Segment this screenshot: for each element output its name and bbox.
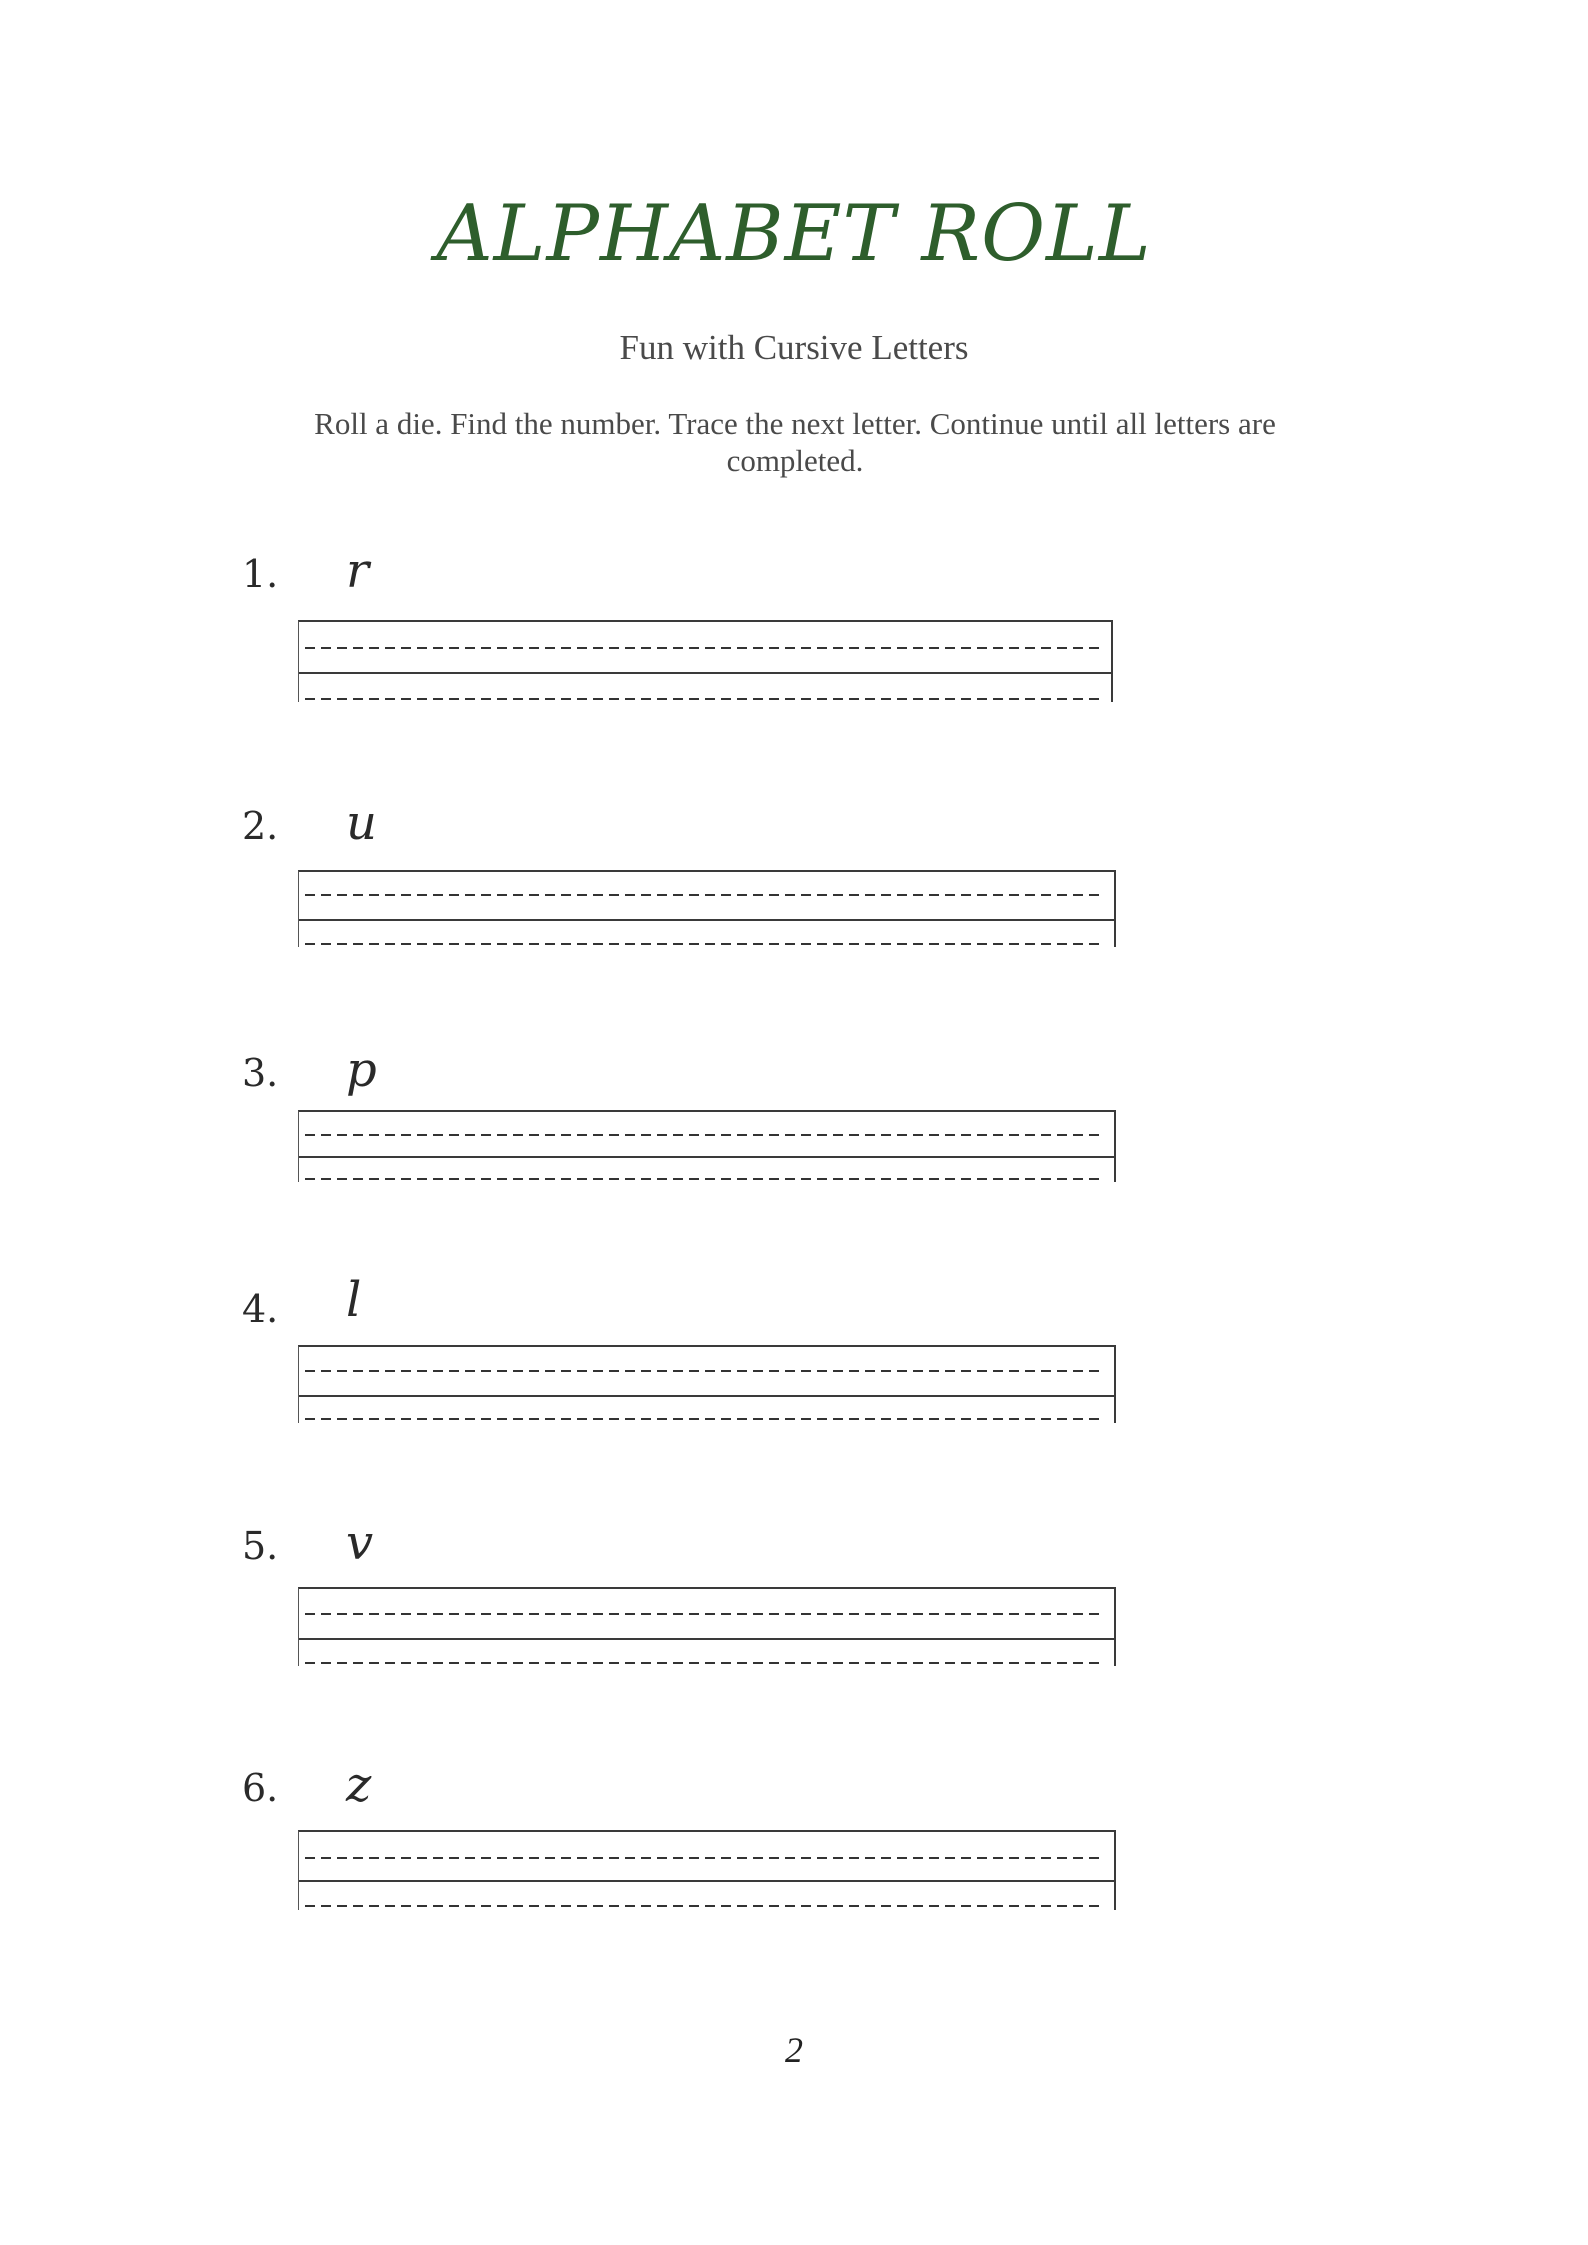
tracing-lines-5[interactable] bbox=[298, 1587, 1116, 1666]
baseline bbox=[299, 1880, 1114, 1882]
dashed-descender-line bbox=[305, 698, 1101, 700]
item-number: 1. bbox=[242, 552, 279, 596]
baseline bbox=[299, 672, 1111, 674]
item-number: 2. bbox=[242, 804, 279, 848]
item-letter: u bbox=[346, 795, 377, 851]
baseline bbox=[299, 1638, 1114, 1640]
dashed-descender-line bbox=[305, 943, 1104, 945]
page-subtitle: Fun with Cursive Letters bbox=[619, 328, 969, 367]
dashed-descender-line bbox=[305, 1178, 1104, 1180]
tracing-lines-4[interactable] bbox=[298, 1345, 1116, 1423]
item-number: 5. bbox=[242, 1524, 279, 1568]
item-letter: z bbox=[346, 1757, 372, 1813]
tracing-lines-3[interactable] bbox=[298, 1110, 1116, 1182]
dashed-descender-line bbox=[305, 1418, 1104, 1420]
dashed-midline bbox=[305, 1134, 1104, 1136]
tracing-lines-2[interactable] bbox=[298, 870, 1116, 947]
dashed-descender-line bbox=[305, 1662, 1104, 1664]
tracing-lines-1[interactable] bbox=[298, 620, 1113, 702]
dashed-midline bbox=[305, 1370, 1104, 1372]
item-letter: p bbox=[346, 1042, 377, 1098]
baseline bbox=[299, 1156, 1114, 1158]
instructions-text: Roll a die. Find the number. Trace the next letter. Continue until all letters are completed. bbox=[314, 406, 1276, 478]
dashed-midline bbox=[305, 894, 1104, 896]
page-number: 2 bbox=[785, 2030, 803, 2070]
dashed-midline bbox=[305, 1613, 1104, 1615]
tracing-lines-6[interactable] bbox=[298, 1830, 1116, 1910]
dashed-midline bbox=[305, 647, 1101, 649]
item-letter: v bbox=[346, 1515, 374, 1571]
baseline bbox=[299, 919, 1114, 921]
item-number: 3. bbox=[242, 1051, 279, 1095]
item-letter: r bbox=[346, 543, 369, 599]
item-number: 4. bbox=[242, 1287, 279, 1331]
item-letter: l bbox=[346, 1272, 362, 1328]
page-title: ALPHABET ROLL bbox=[436, 189, 1152, 279]
dashed-descender-line bbox=[305, 1905, 1104, 1907]
dashed-midline bbox=[305, 1857, 1104, 1859]
baseline bbox=[299, 1395, 1114, 1397]
item-number: 6. bbox=[242, 1766, 279, 1810]
